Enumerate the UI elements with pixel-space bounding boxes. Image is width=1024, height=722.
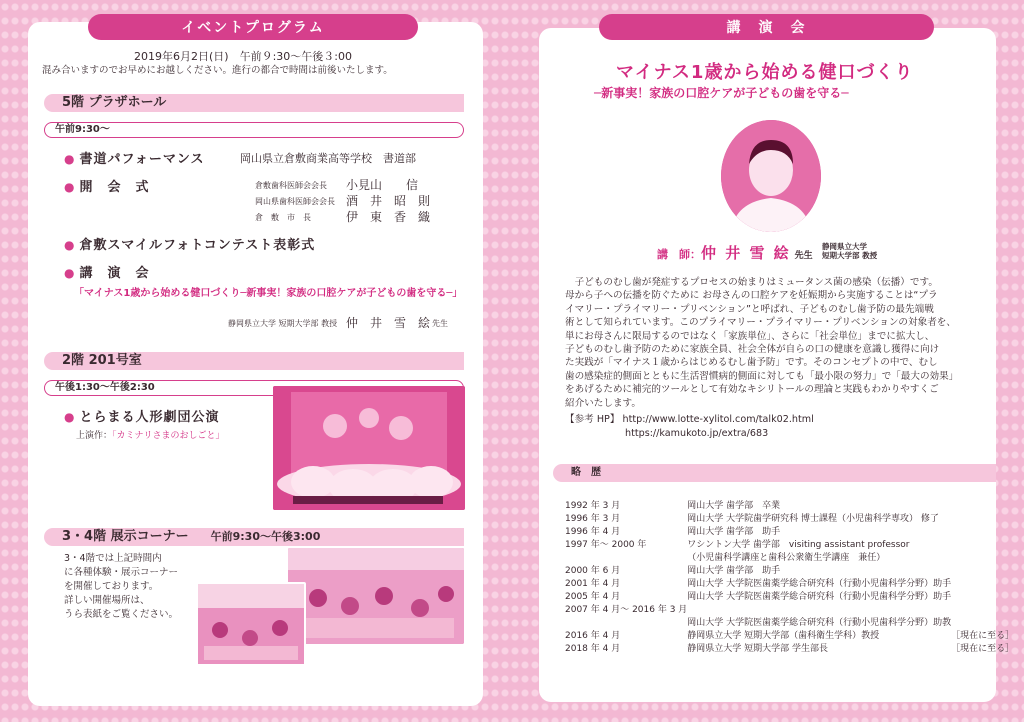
lecture-subtitle: ─新事実！家族の口腔ケアが子どもの歯を守る─ xyxy=(594,86,849,100)
photo-contest-label: 倉敷スマイルフォトコンテスト表彰式 xyxy=(79,238,316,253)
lecturer-affil-2: 短期大学部 教授 xyxy=(822,251,878,260)
career-row xyxy=(565,563,1014,576)
career-date: 2001 年 4 月 xyxy=(565,579,621,589)
career-date: 2016 年 4 月 xyxy=(565,631,621,641)
career-note xyxy=(951,563,1014,576)
lecture-label: 講 演 会 xyxy=(79,266,150,281)
ceremony-name-3: 伊 東 香 織 xyxy=(346,210,431,224)
career-date xyxy=(565,615,687,628)
event-date: 2019年6月2日(日) 午前９:30〜午後３:00 xyxy=(134,50,352,63)
career-date: 2018 年 4 月 xyxy=(565,644,621,654)
shodo-detail: 岡山県立倉敷商業高等学校 書道部 xyxy=(240,152,416,165)
floor5-time: 午前9:30〜 xyxy=(44,122,464,138)
bullet-dot-icon: ● xyxy=(64,266,76,280)
lecturer-label: 講 師： xyxy=(657,248,701,261)
career-table xyxy=(565,498,1014,654)
event-program-title: イベントプログラム xyxy=(88,14,418,40)
career-row xyxy=(565,524,1014,537)
shodo-label: 書道パフォーマンス xyxy=(79,152,205,167)
floor34-text xyxy=(64,552,178,622)
puppet-stage-photo xyxy=(273,386,465,510)
abstract-line: 子どものむし歯が発症するプロセスの始まりはミュータンス菌の感染（伝播）です。 xyxy=(565,277,938,288)
reference-link-2[interactable]: https://kamukoto.jp/extra/683 xyxy=(625,428,769,439)
exhibit-photo-2 xyxy=(196,582,306,666)
career-text: 岡山大学 大学院医歯薬学総合研究科（行動小児歯科学分野）助教 xyxy=(687,618,952,628)
career-row xyxy=(565,602,1014,615)
abstract-line: 歯の感染症的側面とともに生活習慣病的側面に対しても「最小限の努力」で「最大の効果」 xyxy=(565,370,959,382)
abstract-line: 単にお母さんに限局するのではなく「家族単位」、さらに「社会単位」までに拡大し、 xyxy=(565,330,935,342)
floor34-time: 午前9:30〜午後3:00 xyxy=(210,530,321,543)
career-note: ［現在に至る］ xyxy=(951,631,1015,641)
puppet-label: とらまる人形劇団公演 xyxy=(79,410,220,425)
abstract-line: 子どものむし歯予防のために家族全員、社会全体が自らの口の健康を意識し獲得に向け xyxy=(565,344,940,356)
career-date: 2005 年 4 月 xyxy=(565,592,621,602)
lecturer-portrait xyxy=(721,120,821,232)
floor34-line: を開催しております。 xyxy=(64,581,159,592)
career-text: 岡山大学 大学院医歯薬学総合研究科（行動小児歯科学分野）助手 xyxy=(687,579,952,589)
career-note xyxy=(951,511,1014,524)
career-text: 岡山大学 歯学部 卒業 xyxy=(687,501,781,511)
program-title: 「カミナリさまのおしごと」 xyxy=(112,431,225,441)
career-row xyxy=(565,589,1014,602)
career-note xyxy=(951,576,1014,589)
ceremony-name-1: 小見山 信 xyxy=(346,178,419,192)
career-text xyxy=(687,602,951,615)
event-notice: 混み合いますのでお早めにお越しください。進行の都合で時間は前後いたします。 xyxy=(42,65,393,76)
portrait-illustration xyxy=(721,120,821,232)
bullet-dot-icon: ● xyxy=(64,238,76,252)
floor2-time: 午後1:30〜午後2:30 xyxy=(44,380,464,396)
career-note xyxy=(951,602,1014,615)
abstract-line: イマリー・プライマリー・プリベンション”と呼ばれ、子どものむし歯予防の最先端戦 xyxy=(565,303,934,315)
career-date xyxy=(565,550,687,563)
lecturer-affiliation xyxy=(822,242,877,260)
career-text: 岡山大学 歯学部 助手 xyxy=(687,527,781,537)
career-date: 1996 年 3 月 xyxy=(565,514,621,524)
career-row xyxy=(565,511,1014,524)
abstract-line: をあげるために補完的ツールとして有効なキシリトールの理論と実践もわかりやすくご xyxy=(565,384,939,396)
lecture-title-left: 「マイナス1歳から始める健口づくり─新事実！家族の口腔ケアが子どもの歯を守る─」 xyxy=(74,288,463,299)
bullet-lecture xyxy=(64,262,150,281)
career-note: ［現在に至る］ xyxy=(951,644,1015,654)
career-date: 1997 年〜 2000 年 xyxy=(565,540,647,550)
lecturer-suffix-left: 先生 xyxy=(432,319,448,328)
lecture-main-title: マイナス1歳から始める健口づくり xyxy=(616,62,914,83)
career-note xyxy=(951,550,1014,563)
career-note xyxy=(951,524,1014,537)
floor34-heading xyxy=(44,528,464,546)
career-row xyxy=(565,537,1014,550)
career-text: 静岡県立大学 短期大学部 学生部長 xyxy=(687,644,829,654)
lecturer-affil-1: 静岡県立大学 xyxy=(822,242,867,251)
floor34-heading-text: 3・4階 展示コーナー xyxy=(62,529,189,544)
floor34-line: に各種体験・展示コーナー xyxy=(64,567,179,578)
career-text: （小児歯科学講座と歯科公衆衛生学講座 兼任） xyxy=(687,553,886,563)
ceremony-role-2: 岡山県歯科医師会会長 xyxy=(255,197,335,206)
career-row xyxy=(565,550,1014,563)
career-note xyxy=(951,589,1014,602)
reference-label: 【参考 HP】 xyxy=(565,414,620,425)
puppet-program xyxy=(76,428,225,441)
career-row xyxy=(565,615,1014,628)
floor34-line: 詳しい開催場所は、 xyxy=(64,595,150,606)
career-date: 2000 年 6 月 xyxy=(565,566,621,576)
abstract-line: た実践が「マイナス１歳からはじめるむし歯予防」です。そのコンセプトの中で、むし xyxy=(565,357,938,369)
reference-link-1[interactable]: http://www.lotte-xylitol.com/talk02.html xyxy=(622,414,814,425)
floor5-heading: 5階 プラザホール xyxy=(44,94,464,112)
ceremony-name-2: 酒 井 昭 則 xyxy=(346,194,431,208)
bullet-dot-icon: ● xyxy=(64,152,76,166)
bullet-opening xyxy=(64,176,150,195)
lecturer-name: 仲 井 雪 絵 xyxy=(701,244,791,262)
career-row xyxy=(565,576,1014,589)
floor2-heading: 2階 201号室 xyxy=(44,352,464,370)
career-text: ワシントン大学 歯学部 visiting assistant professor xyxy=(687,540,910,550)
ceremony-role-3: 倉 敷 市 長 xyxy=(255,213,311,222)
career-text: 岡山大学 大学院歯学研究科 博士課程（小児歯科学専攻） 修了 xyxy=(687,514,939,524)
bullet-shodo xyxy=(64,148,204,167)
career-row xyxy=(565,641,1014,654)
career-row xyxy=(565,628,1014,641)
lecturer-honorific: 先生 xyxy=(794,251,813,261)
career-date: 1992 年 3 月 xyxy=(565,501,621,511)
exhibit-crowd-1 xyxy=(288,548,464,644)
bullet-dot-icon: ● xyxy=(64,180,76,194)
event-program-panel xyxy=(28,22,483,706)
lecture-abstract xyxy=(565,276,958,410)
stage-illustration xyxy=(273,386,465,510)
career-date: 2007 年 4 月〜 2016 年 3 月 xyxy=(565,605,688,615)
lecture-panel-title: 講 演 会 xyxy=(599,14,934,40)
lecturer-line xyxy=(657,242,813,263)
career-date: 1996 年 4 月 xyxy=(565,527,621,537)
bullet-puppet xyxy=(64,406,220,425)
program-label: 上演作： xyxy=(76,431,113,441)
career-heading: 略 歴 xyxy=(553,464,996,482)
abstract-line: 母から子への伝播を防ぐために お母さんの口腔ケアを妊娠期から実施することは“プラ xyxy=(565,290,938,302)
career-row xyxy=(565,498,1014,511)
lecturer-affil-left: 静岡県立大学 短期大学部 教授 xyxy=(228,319,338,328)
bullet-photo-contest xyxy=(64,234,315,253)
career-note xyxy=(951,537,1014,550)
floor34-line: 3・4階では上記時間内 xyxy=(64,553,162,564)
career-text: 岡山大学 歯学部 助手 xyxy=(687,566,781,576)
lecture-panel xyxy=(539,20,1015,702)
career-text: 岡山大学 大学院医歯薬学総合研究科（行動小児歯科学分野）助手 xyxy=(687,592,952,602)
exhibit-crowd-2 xyxy=(198,584,304,664)
floor34-line: うら表紙をご覧ください。 xyxy=(64,609,179,620)
bullet-dot-icon: ● xyxy=(64,410,76,424)
abstract-line: 術として知られています。このプライマリー・プライマリー・プリベンションの対象者を、 xyxy=(565,317,956,329)
exhibit-photo-1 xyxy=(288,548,464,644)
ceremony-role-1: 倉敷歯科医師会会長 xyxy=(255,181,327,190)
career-note xyxy=(951,498,1014,511)
career-note xyxy=(951,615,1014,628)
career-text: 静岡県立大学 短期大学部（歯科衛生学科）教授 xyxy=(687,631,880,641)
lecturer-name-left: 仲 井 雪 絵 xyxy=(346,316,431,330)
opening-label: 開 会 式 xyxy=(79,180,150,195)
reference-block xyxy=(565,413,814,426)
abstract-line: 紹介いたします。 xyxy=(565,397,641,409)
